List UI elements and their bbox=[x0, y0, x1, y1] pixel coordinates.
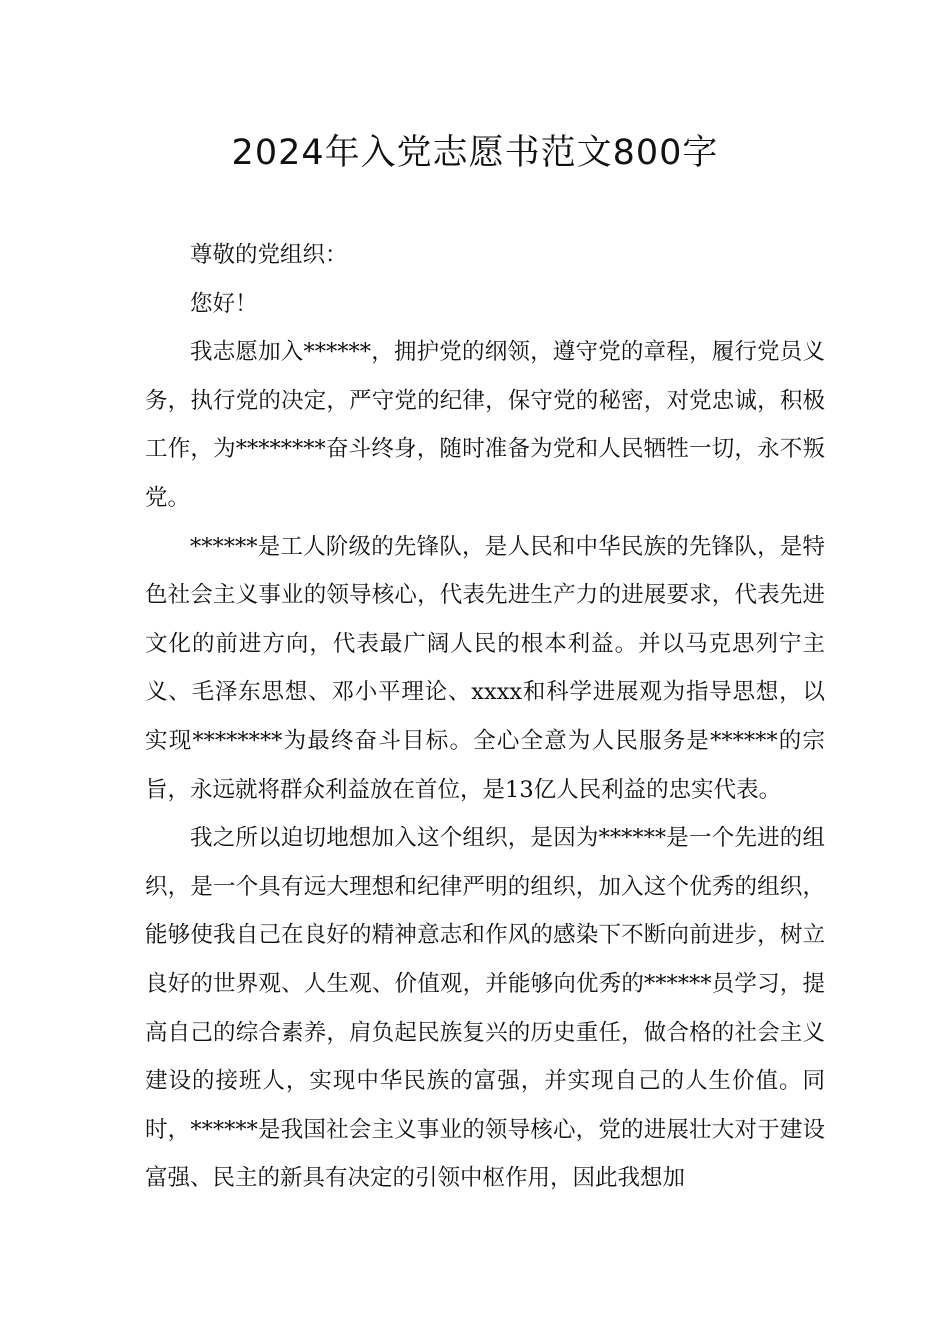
document-title: 2024年入党志愿书范文800字 bbox=[231, 133, 719, 173]
greeting: 您好！ bbox=[190, 290, 258, 317]
paragraph-party-nature: ******是工人阶级的先锋队，是人民和中华民族的先锋队，是特色社会主义事业的领导核心，代表先进生产力的进展要求，代表先进文化的前进方向，代表最广阔人民的根本利益。并以马克思列宁主义、毛泽东思想、邓小平理论、xxxx和科学进展观为指导思想，以实现********为最终奋斗目标。全心全意为人民服务是******的宗旨，永远就将群众利益放在首位，是13亿人民利益的忠实代表。 bbox=[145, 533, 825, 803]
document-body bbox=[145, 231, 825, 1203]
paragraph-motivation: 我之所以迫切地想加入这个组织，是因为******是一个先进的组织，是一个具有远大理想和纪律严明的组织，加入这个优秀的组织，能够使我自己在良好的精神意志和作风的感染下不断向前进步，树立良好的世界观、人生观、价值观，并能够向优秀的******员学习，提高自己的综合素养，肩负起民族复兴的历史重任，做合格的社会主义建设的接班人，实现中华民族的富强，并实现自己的人生价值。同时，******是我国社会主义事业的领导核心，党的进展壮大对于建设富强、民主的新具有决定的引领中枢作用，因此我想加 bbox=[145, 825, 825, 1192]
paragraph-pledge: 我志愿加入******，拥护党的纲领，遵守党的章程，履行党员义务，执行党的决定，严守党的纪律，保守党的秘密，对党忠诚，积极工作，为********奋斗终身，随时准备为党和人民牺牲一切，永不叛党。 bbox=[145, 339, 825, 511]
salutation: 尊敬的党组织： bbox=[190, 242, 348, 268]
